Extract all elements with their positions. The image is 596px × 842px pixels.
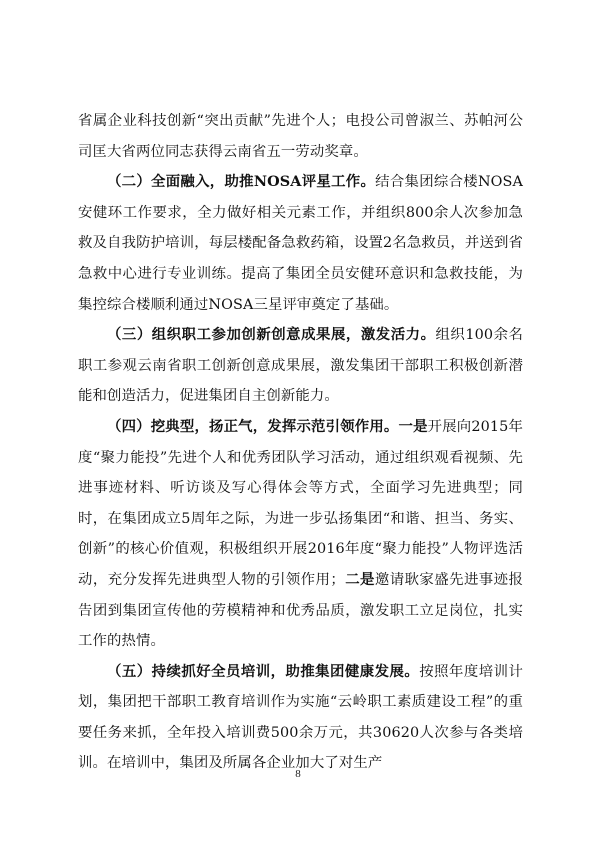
paragraph-training (78, 657, 523, 779)
paragraph-models (78, 412, 523, 657)
page-number: 8 (295, 768, 301, 780)
text-run: 组织100余名职工参观云南省职工创新创意成果展，激发集团干部职工积极创新潜能和创造活力，促进集团自主创新能力。 (78, 327, 523, 405)
text-run: 省属企业科技创新“突出贡献”先进个人；电投公司曾淑兰、苏帕河公司匡大省两位同志获得云南省五一劳动奖章。 (78, 113, 523, 160)
paragraph-innovation (78, 320, 523, 412)
paragraph-nosa (78, 167, 523, 320)
text-run: 开展向2015年度“聚力能投”先进个人和优秀团队学习活动，通过组织观看视频、先进事迹材料、听访谈及写心得体会等方式，全面学习先进典型；同时，在集团成立5周年之际，为进一步弘扬集团“和谐、担当、务实、创新”的核心价值观，积极组织开展2016年度“聚力能投”人物评选活动，充分发挥先进典型人物的引领作用； (78, 418, 523, 588)
text-run: 按照年度培训计划，集团把干部职工教育培训作为实施“云岭职工素质建设工程”的重要任务来抓，全年投入培训费500余万元，共30620人次参与各类培训。在培训中，集团及所属各企业加大了对生产 (78, 663, 523, 772)
section-heading: （三）组织职工参加创新创意成果展，激发活力。 (107, 326, 436, 344)
section-heading: （二）全面融入，助推NOSA评星工作。 (107, 173, 376, 191)
point-two-label: 二是 (344, 570, 375, 588)
section-heading: （四）挖典型，扬正气，发挥示范引领作用。 (107, 417, 399, 435)
text-run: 邀请耿家盛先进事迹报告团到集团宣传他的劳模精神和优秀品质，激发职工立足岗位，扎实工作的热情。 (78, 571, 523, 650)
point-one-label: 一是 (398, 417, 428, 435)
text-run: 结合集团综合楼NOSA安健环工作要求，全力做好相关元素工作，并组织800余人次参加急救及自我防护培训，每层楼配备急救药箱，设置2名急救员，并送到省急救中心进行专业训练。提高了集团全员安健环意识和急救技能，为集控综合楼顺利通过NOSA三星评审奠定了基础。 (78, 174, 523, 313)
body-text (78, 106, 523, 779)
section-heading: （五）持续抓好全员培训，助推集团健康发展。 (107, 662, 420, 680)
paragraph-continuation (78, 106, 523, 167)
